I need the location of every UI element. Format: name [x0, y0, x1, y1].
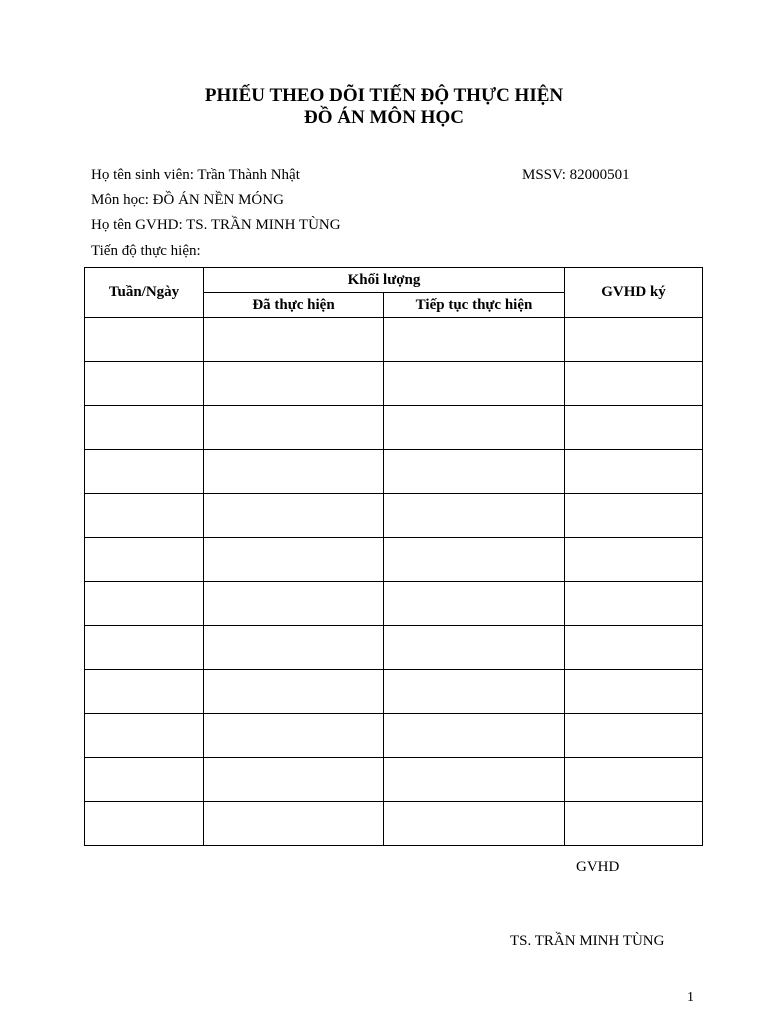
table-cell [565, 626, 703, 670]
signature-name: TS. TRẦN MINH TÙNG [510, 933, 665, 949]
table-cell [384, 714, 565, 758]
table-cell [204, 362, 384, 406]
table-cell [565, 318, 703, 362]
table-cell [384, 318, 565, 362]
table-cell [85, 582, 204, 626]
header-continue: Tiếp tục thực hiện [384, 293, 565, 318]
table-cell [85, 362, 204, 406]
table-row [85, 670, 703, 714]
table-cell [565, 450, 703, 494]
table-cell [384, 494, 565, 538]
table-row [85, 450, 703, 494]
table-cell [204, 670, 384, 714]
table-cell [565, 538, 703, 582]
table-cell [204, 582, 384, 626]
signature-label: GVHD [576, 859, 620, 875]
table-cell [565, 406, 703, 450]
header-week: Tuần/Ngày [85, 268, 204, 318]
student-id: MSSV: 82000501 [522, 167, 630, 183]
table-cell [85, 714, 204, 758]
course-name: Môn học: ĐỒ ÁN NỀN MÓNG [91, 192, 284, 208]
table-row [85, 494, 703, 538]
table-cell [85, 494, 204, 538]
table-cell [565, 670, 703, 714]
table-cell [204, 494, 384, 538]
table-cell [565, 582, 703, 626]
table-cell [85, 318, 204, 362]
table-cell [204, 802, 384, 846]
document-title-line1: PHIẾU THEO DÕI TIẾN ĐỘ THỰC HIỆN [204, 85, 564, 106]
page-number: 1 [687, 990, 694, 1005]
table-cell [204, 406, 384, 450]
table-row [85, 582, 703, 626]
header-done: Đã thực hiện [204, 293, 384, 318]
table-cell [384, 758, 565, 802]
table-row [85, 626, 703, 670]
table-cell [204, 714, 384, 758]
advisor-name: Họ tên GVHD: TS. TRẦN MINH TÙNG [91, 217, 341, 233]
table-row [85, 802, 703, 846]
table-cell [384, 538, 565, 582]
table-cell [384, 450, 565, 494]
table-cell [85, 538, 204, 582]
table-row [85, 406, 703, 450]
table-cell [565, 494, 703, 538]
progress-table-body [85, 318, 703, 846]
table-cell [384, 626, 565, 670]
table-cell [204, 318, 384, 362]
table-cell [565, 758, 703, 802]
table-cell [565, 714, 703, 758]
table-cell [384, 670, 565, 714]
header-volume: Khối lượng [204, 268, 565, 293]
table-cell [85, 670, 204, 714]
table-row [85, 318, 703, 362]
table-cell [85, 758, 204, 802]
table-row [85, 362, 703, 406]
table-cell [204, 758, 384, 802]
table-cell [85, 406, 204, 450]
progress-table [84, 267, 703, 846]
table-cell [204, 626, 384, 670]
table-cell [384, 802, 565, 846]
table-row [85, 538, 703, 582]
table-row [85, 714, 703, 758]
document-title-line2: ĐỒ ÁN MÔN HỌC [304, 107, 464, 128]
student-name: Họ tên sinh viên: Trần Thành Nhật [91, 167, 300, 183]
table-cell [204, 538, 384, 582]
table-cell [85, 626, 204, 670]
progress-label: Tiến độ thực hiện: [91, 243, 201, 259]
table-cell [565, 362, 703, 406]
table-cell [384, 406, 565, 450]
table-cell [565, 802, 703, 846]
table-cell [204, 450, 384, 494]
table-cell [85, 450, 204, 494]
table-cell [384, 362, 565, 406]
table-row [85, 758, 703, 802]
header-advisor-sign: GVHD ký [565, 268, 703, 318]
table-cell [384, 582, 565, 626]
table-cell [85, 802, 204, 846]
